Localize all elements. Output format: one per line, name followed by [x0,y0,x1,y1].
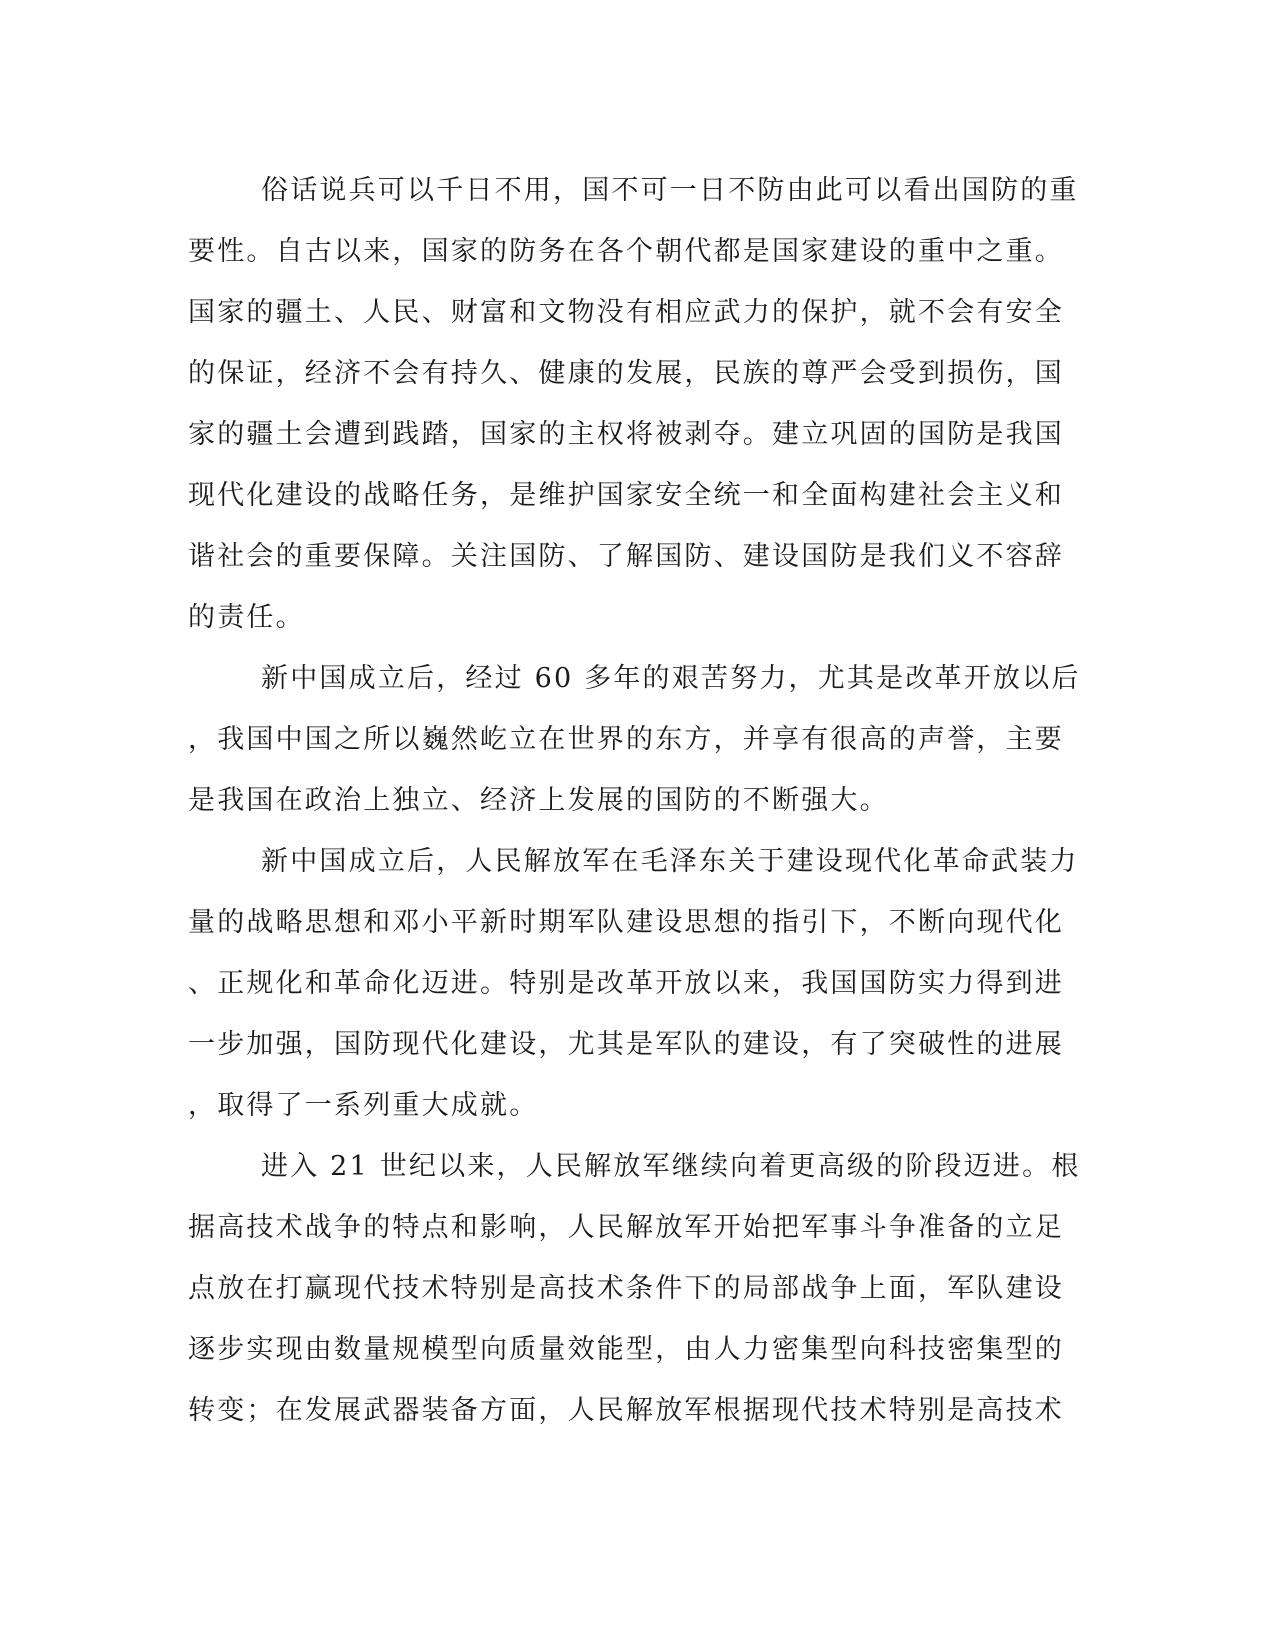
text-line: 家的疆土会遭到践踏，国家的主权将被剥夺。建立巩固的国防是我国 [188,419,1064,450]
text-line: 新中国成立后，经过 60 多年的艰苦努力，尤其是改革开放以后 [261,663,1081,694]
text-line: ，我国中国之所以巍然屹立在世界的东方，并享有很高的声誉，主要 [188,724,1064,755]
text-line: 点放在打赢现代技术特别是高技术条件下的局部战争上面，军队建设 [188,1273,1064,1304]
text-line: 国家的疆土、人民、财富和文物没有相应武力的保护，就不会有安全 [188,297,1064,328]
text-line: 要性。自古以来，国家的防务在各个朝代都是国家建设的重中之重。 [188,236,1064,267]
text-line: 俗话说兵可以千日不用，国不可一日不防由此可以看出国防的重 [261,175,1079,206]
text-line: 进入 21 世纪以来，人民解放军继续向着更高级的阶段迈进。根 [261,1151,1081,1182]
text-line: 、正规化和革命化迈进。特别是改革开放以来，我国国防实力得到进 [188,968,1064,999]
text-line: 逐步实现由数量规模型向质量效能型，由人力密集型向科技密集型的 [188,1334,1064,1365]
paragraph-4 [188,1136,1081,1441]
text-line: 量的战略思想和邓小平新时期军队建设思想的指引下，不断向现代化 [188,907,1064,938]
text-line: 新中国成立后，人民解放军在毛泽东关于建设现代化革命武装力 [261,846,1079,877]
text-line: ，取得了一系列重大成就。 [188,1090,539,1121]
document-body [188,160,1081,1441]
paragraph-1 [188,160,1079,648]
text-line: 转变；在发展武器装备方面，人民解放军根据现代技术特别是高技术 [188,1395,1064,1426]
text-line: 一步加强，国防现代化建设，尤其是军队的建设，有了突破性的进展 [188,1029,1064,1060]
paragraph-3 [188,831,1079,1136]
text-line: 的保证，经济不会有持久、健康的发展，民族的尊严会受到损伤，国 [188,358,1064,389]
paragraph-2 [188,648,1081,831]
text-line: 是我国在政治上独立、经济上发展的国防的不断强大。 [188,785,889,816]
text-line: 据高技术战争的特点和影响，人民解放军开始把军事斗争准备的立足 [188,1212,1064,1243]
text-line: 谐社会的重要保障。关注国防、了解国防、建设国防是我们义不容辞 [188,541,1064,572]
text-line: 现代化建设的战略任务，是维护国家安全统一和全面构建社会主义和 [188,480,1064,511]
text-line: 的责任。 [188,602,305,633]
